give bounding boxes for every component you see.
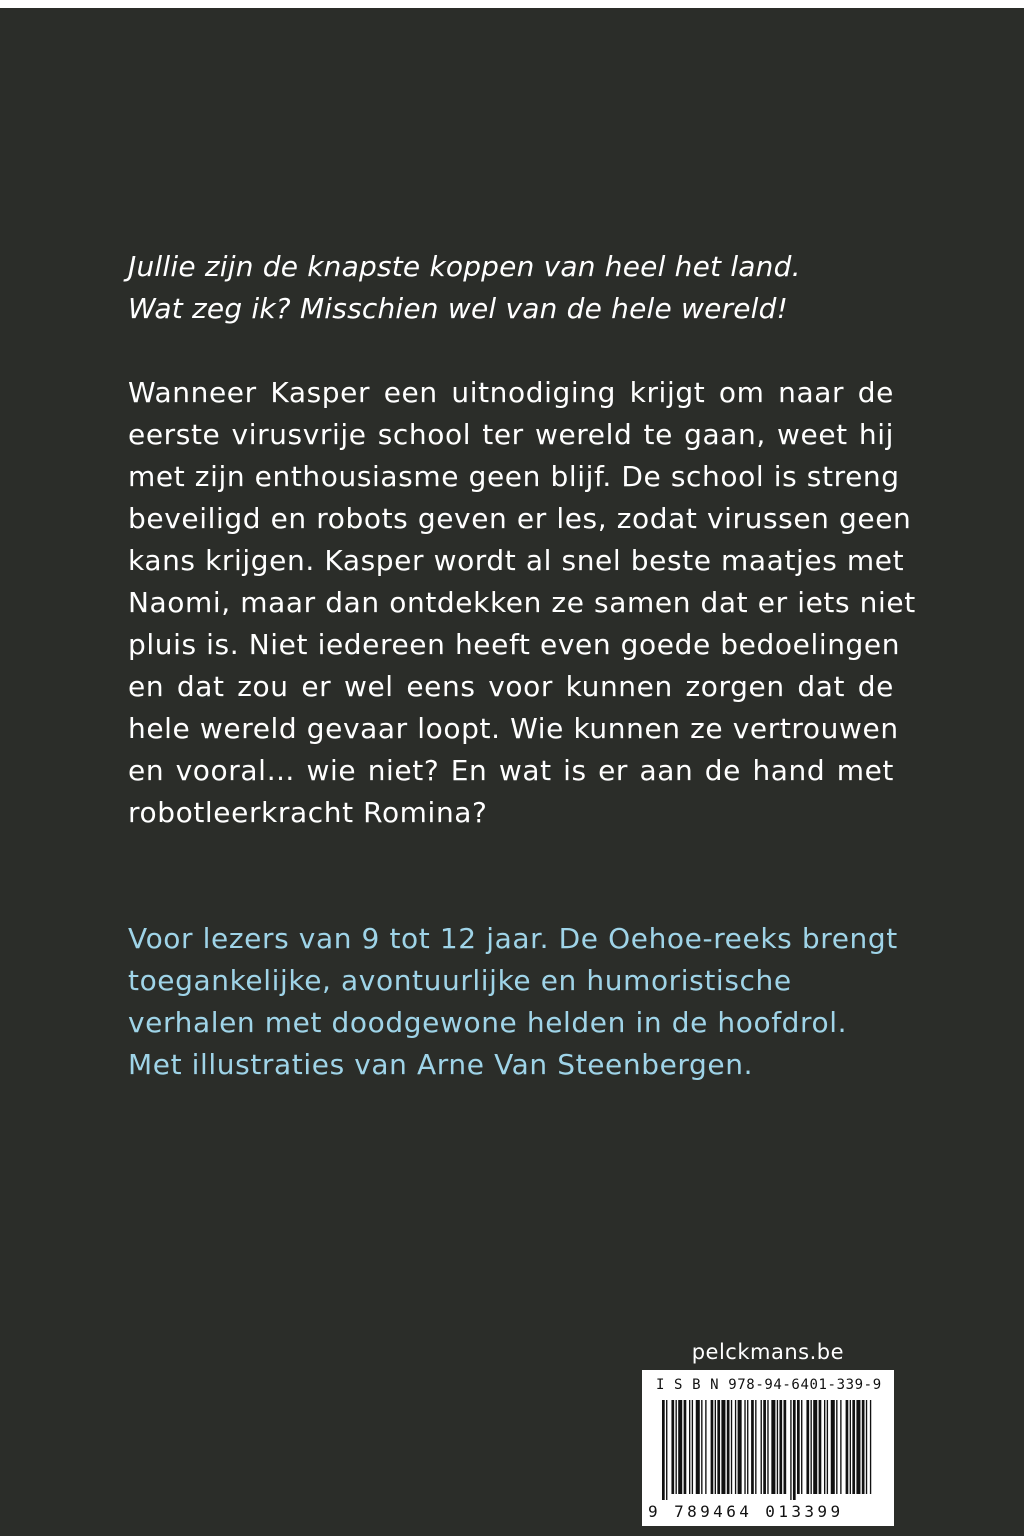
barcode-bar — [793, 1400, 796, 1500]
barcode-bar — [711, 1400, 714, 1494]
synopsis-line: kans krijgen. Kasper wordt al snel beste maatjes met — [128, 544, 905, 577]
series-blurb — [128, 918, 908, 1086]
barcode-bar — [731, 1400, 732, 1494]
barcode-bar — [784, 1400, 787, 1494]
barcode-bar — [701, 1400, 702, 1494]
barcode-bar — [811, 1400, 812, 1494]
barcode-bar — [671, 1400, 674, 1494]
barcode-bar — [751, 1400, 754, 1494]
blurb-line: toegankelijke, avontuurlijke en humoristische — [128, 964, 792, 997]
barcode-bar — [831, 1400, 835, 1494]
barcode-bar — [862, 1400, 865, 1494]
barcode-bar — [763, 1400, 766, 1494]
synopsis-line: Naomi, maar dan ontdekken ze samen dat er iets niet — [128, 586, 916, 619]
barcode-panel — [642, 1370, 894, 1526]
barcode-bar — [684, 1400, 687, 1494]
blurb-line: verhalen met doodgewone helden in de hoofdrol. — [128, 1006, 848, 1039]
barcode-bar — [761, 1400, 762, 1494]
barcode-bars — [662, 1400, 874, 1500]
barcode-bar — [840, 1400, 841, 1494]
blurb-line: Voor lezers van 9 tot 12 jaar. De Oehoe-reeks brengt — [128, 922, 898, 955]
barcode-bar — [727, 1400, 730, 1494]
barcode-bar — [666, 1400, 667, 1500]
barcode-bar — [801, 1400, 802, 1494]
synopsis-line: en dat zou er wel eens voor kunnen zorgen dat de — [128, 670, 894, 703]
barcode-bar — [866, 1400, 867, 1494]
barcode-bar — [819, 1400, 822, 1494]
barcode-bar — [689, 1400, 690, 1494]
synopsis-line: robotleerkracht Romina? — [128, 796, 488, 829]
synopsis-line: met zijn enthousiasme geen blijf. De school is streng — [128, 460, 900, 493]
barcode-bar — [790, 1400, 791, 1500]
synopsis-line: en vooral… wie niet? En wat is er aan de hand met — [128, 754, 894, 787]
synopsis-line: pluis is. Niet iedereen heeft even goede bedoelingen — [128, 628, 901, 661]
barcode-bar — [678, 1400, 682, 1494]
barcode-bar — [806, 1400, 809, 1494]
barcode-bar — [836, 1400, 837, 1494]
synopsis-line: beveiligd en robots geven er les, zodat virussen geen — [128, 502, 912, 535]
barcode-bar — [721, 1400, 725, 1494]
barcode-bar — [715, 1400, 716, 1494]
barcode-bar — [738, 1400, 742, 1494]
barcode-bar — [856, 1400, 860, 1494]
barcode-bar — [824, 1400, 825, 1494]
barcode-bar — [755, 1400, 756, 1494]
synopsis-line: eerste virusvrije school ter wereld te gaan, weet hij — [128, 418, 894, 451]
barcode-bar — [767, 1400, 768, 1494]
barcode-bar — [779, 1400, 782, 1494]
barcode-bar — [705, 1400, 706, 1494]
isbn-label: I S B N 978-94-6401-339-9 — [656, 1377, 882, 1393]
barcode-bar — [797, 1400, 800, 1494]
barcode-bar — [850, 1400, 851, 1494]
synopsis-line: hele wereld gevaar loopt. Wie kunnen ze vertrouwen — [128, 712, 899, 745]
quote-line: Wat zeg ik? Misschien wel van de hele wereld! — [128, 292, 789, 325]
blurb-line: Met illustraties van Arne Van Steenbergen. — [128, 1048, 754, 1081]
barcode-bar — [717, 1400, 720, 1494]
barcode-bar — [846, 1400, 849, 1494]
barcode-bar — [744, 1400, 745, 1494]
barcode-bar — [852, 1400, 855, 1494]
back-cover — [0, 8, 1024, 1536]
opening-quote — [128, 246, 908, 330]
barcode-bar — [735, 1400, 736, 1494]
barcode-bar — [747, 1400, 748, 1494]
synopsis — [128, 372, 916, 834]
barcode-bar — [771, 1400, 775, 1494]
barcode-bar — [827, 1400, 828, 1494]
quote-line: Jullie zijn de knapste koppen van heel het land. — [128, 250, 801, 283]
barcode-bar — [870, 1400, 871, 1494]
barcode-bar — [696, 1400, 700, 1494]
barcode-bar — [676, 1400, 677, 1494]
barcode-digits: 9 789464 013399 — [648, 1502, 844, 1521]
synopsis-line: Wanneer Kasper een uitnodiging krijgt om naar de — [128, 376, 894, 409]
barcode-bar — [692, 1400, 693, 1494]
barcode-bar — [813, 1400, 817, 1494]
barcode-bar — [777, 1400, 778, 1494]
barcode-bar — [662, 1400, 665, 1500]
publisher-url: pelckmans.be — [691, 1340, 844, 1364]
